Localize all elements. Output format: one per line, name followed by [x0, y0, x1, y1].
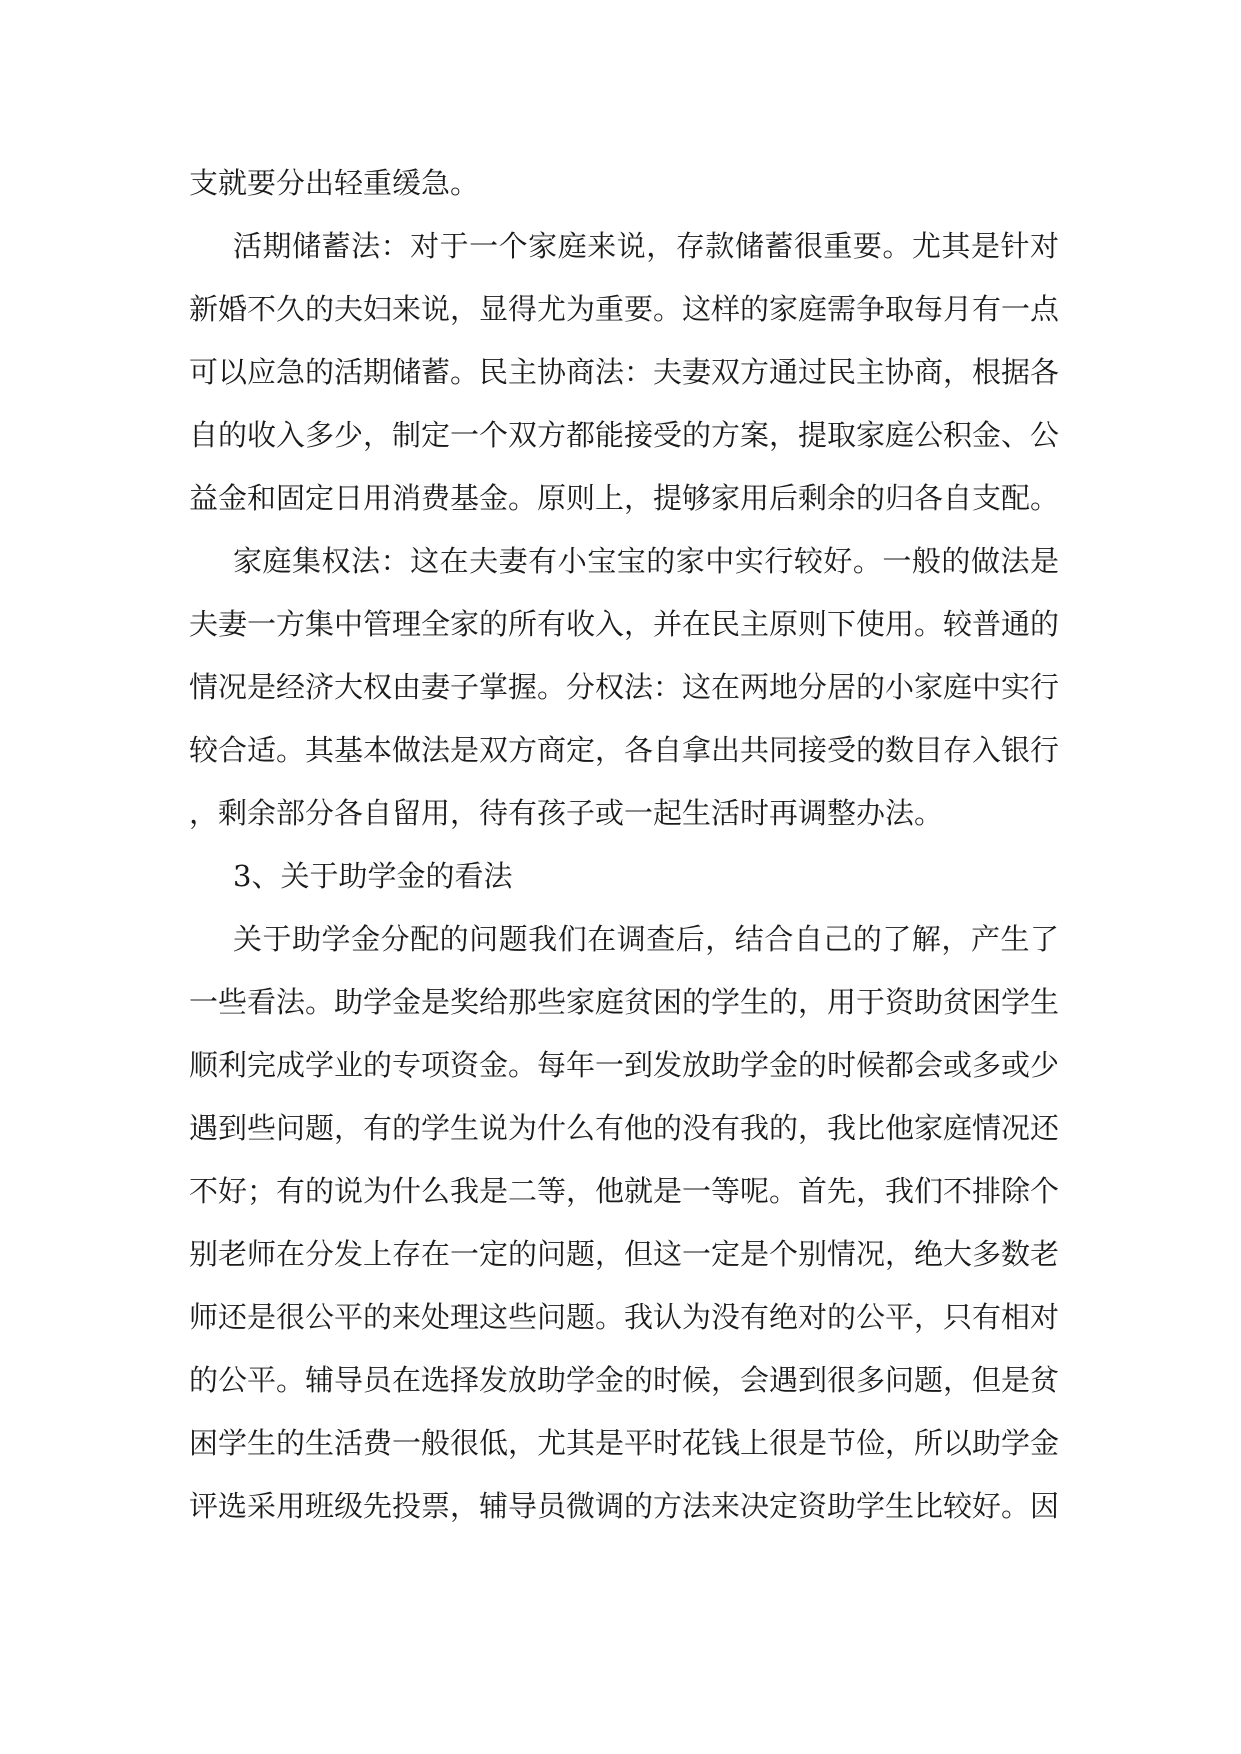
section-heading: 3、关于助学金的看法 — [233, 859, 513, 893]
paragraph-1: 支就要分出轻重缓急。 — [189, 166, 480, 200]
paragraph-2: 活期储蓄法：对于一个家庭来说，存款储蓄很重要。尤其是针对新婚不久的夫妇来说，显得尤为重要。这样的家庭需争取每月有一点可以应急的活期储蓄。民主协商法：夫妻双方通过民主协商，根据各自的收入多少，制定一个双方都能接受的方案，提取家庭公积金、公益金和固定日用消费基金。原则上，提够家用后剩余的归各自支配。 — [189, 229, 1060, 515]
paragraph-3: 家庭集权法：这在夫妻有小宝宝的家中实行较好。一般的做法是夫妻一方集中管理全家的所有收入，并在民主原则下使用。较普通的情况是经济大权由妻子掌握。分权法：这在两地分居的小家庭中实行较合适。其基本做法是双方商定，各自拿出共同接受的数目存入银行，剩余部分各自留用，待有孩子或一起生活时再调整办法。 — [189, 544, 1060, 830]
paragraph-4: 关于助学金分配的问题我们在调查后，结合自己的了解，产生了一些看法。助学金是奖给那些家庭贫困的学生的，用于资助贫困学生顺利完成学业的专项资金。每年一到发放助学金的时候都会或多或少遇到些问题，有的学生说为什么有他的没有我的，我比他家庭情况还不好；有的说为什么我是二等，他就是一等呢。首先，我们不排除个别老师在分发上存在一定的问题，但这一定是个别情况，绝大多数老师还是很公平的来处理这些问题。我认为没有绝对的公平，只有相对的公平。辅导员在选择发放助学金的时候，会遇到很多问题，但是贫困学生的生活费一般很低，尤其是平时花钱上很是节俭，所以助学金评选采用班级先投票，辅导员微调的方法来决定资助学生比较好。因 — [189, 922, 1060, 1523]
document-body — [189, 152, 1059, 1538]
